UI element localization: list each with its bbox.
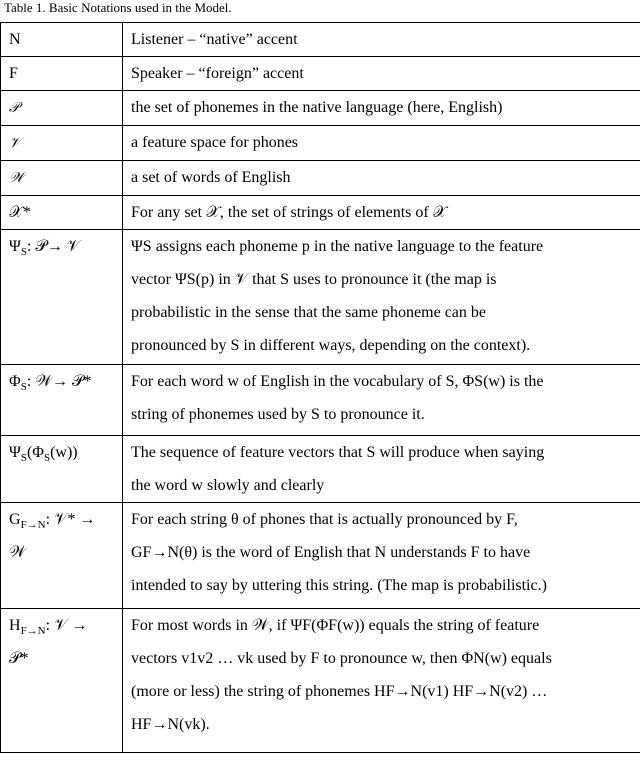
description-cell [123,609,640,753]
description-line: HF→N(vk). [131,716,210,733]
symbol-cell [1,230,123,365]
symbol-subscript: S [20,452,27,464]
description-line: For each string θ of phones that is actually pronounced by F, [131,511,518,528]
description-line: the word w slowly and clearly [131,477,325,494]
description-cell [123,161,640,196]
symbol-text: (Φ [26,444,44,461]
notation-table [0,22,640,753]
symbol-cell [1,57,123,91]
description-line: For each word w of English in the vocabulary of S, ΦS(w) is the [131,373,544,390]
description-text: a feature space for phones [131,134,299,151]
description-line: probabilistic in the sense that the same phoneme can be [131,304,486,321]
description-line: string of phonemes used by S to pronounce it. [131,406,425,423]
description-text: For any set 𝒳, the set of strings of elements of 𝒳 [131,204,447,221]
symbol-text: : 𝒱* → [45,511,96,528]
symbol-text: Φ [9,373,21,390]
symbol-cell [1,436,123,503]
table-row [1,230,640,365]
symbol-text: N [9,31,21,48]
symbol-text: 𝒳* [9,204,31,221]
symbol-text: : 𝒲→ 𝒫* [26,373,92,390]
symbol-cell [1,126,123,161]
description-cell [123,91,640,126]
symbol-subscript: F→N [20,519,46,531]
table-row [1,503,640,609]
description-text: Listener – “native” accent [131,31,298,48]
description-line: vector ΨS(p) in 𝒱 that S uses to pronounce it (the map is [131,271,497,288]
description-line: intended to say by uttering this string. (The map is probabilistic.) [131,577,547,594]
symbol-text: Ψ [9,238,21,255]
table-row [1,126,640,161]
symbol-cell [1,23,123,57]
table-row [1,609,640,753]
description-text: the set of phonemes in the native language (here, English) [131,99,503,116]
table-row [1,161,640,196]
description-cell [123,230,640,365]
description-line: vectors v1v2 … vk used by F to pronounce w, then ΦN(w) equals [131,650,552,667]
table-row [1,365,640,436]
symbol-cell [1,91,123,126]
description-text: Speaker – “foreign” accent [131,65,304,82]
table-row [1,196,640,230]
symbol-cell [1,609,123,753]
symbol-text: 𝒲 [9,170,24,186]
symbol-text: Ψ [9,444,21,461]
table-row [1,57,640,91]
description-line: GF→N(θ) is the word of English that N understands F to have [131,544,531,561]
symbol-text: 𝒫 [9,100,20,116]
symbol-text: : 𝒱 → [45,617,88,634]
description-cell [123,23,640,57]
description-line: The sequence of feature vectors that S will produce when saying [131,444,545,461]
description-line: For most words in 𝒲, if ΨF(ΦF(w)) equals the string of feature [131,617,540,634]
table-row [1,436,640,503]
symbol-text: : 𝒫→ 𝒱 [26,238,81,255]
symbol-cell [1,161,123,196]
description-cell [123,196,640,230]
symbol-cell [1,365,123,436]
symbol-text: (w)) [50,444,78,461]
symbol-text: 𝒫* [9,650,29,667]
description-cell [123,126,640,161]
symbol-text: 𝒱 [9,135,21,151]
description-cell [123,436,640,503]
symbol-cell [1,196,123,230]
symbol-cell [1,503,123,609]
symbol-text: H [9,617,21,634]
symbol-subscript: S [20,381,27,393]
table-row [1,23,640,57]
table-caption: Table 1. Basic Notations used in the Model. [4,0,232,15]
description-line: (more or less) the string of phonemes HF→N(v1) HF→N(v2) … [131,683,548,700]
description-line: pronounced by S in different ways, depending on the context). [131,337,531,354]
description-line: ΨS assigns each phoneme p in the native language to the feature [131,238,544,255]
symbol-subscript: F→N [20,625,46,637]
description-text: a set of words of English [131,169,291,186]
symbol-subscript: S [20,246,27,258]
symbol-text: 𝒲 [9,544,26,561]
symbol-text: G [9,511,21,528]
description-cell [123,365,640,436]
description-cell [123,503,640,609]
symbol-text: F [9,65,18,82]
table-row [1,91,640,126]
symbol-subscript: S [43,452,51,464]
description-cell [123,57,640,91]
